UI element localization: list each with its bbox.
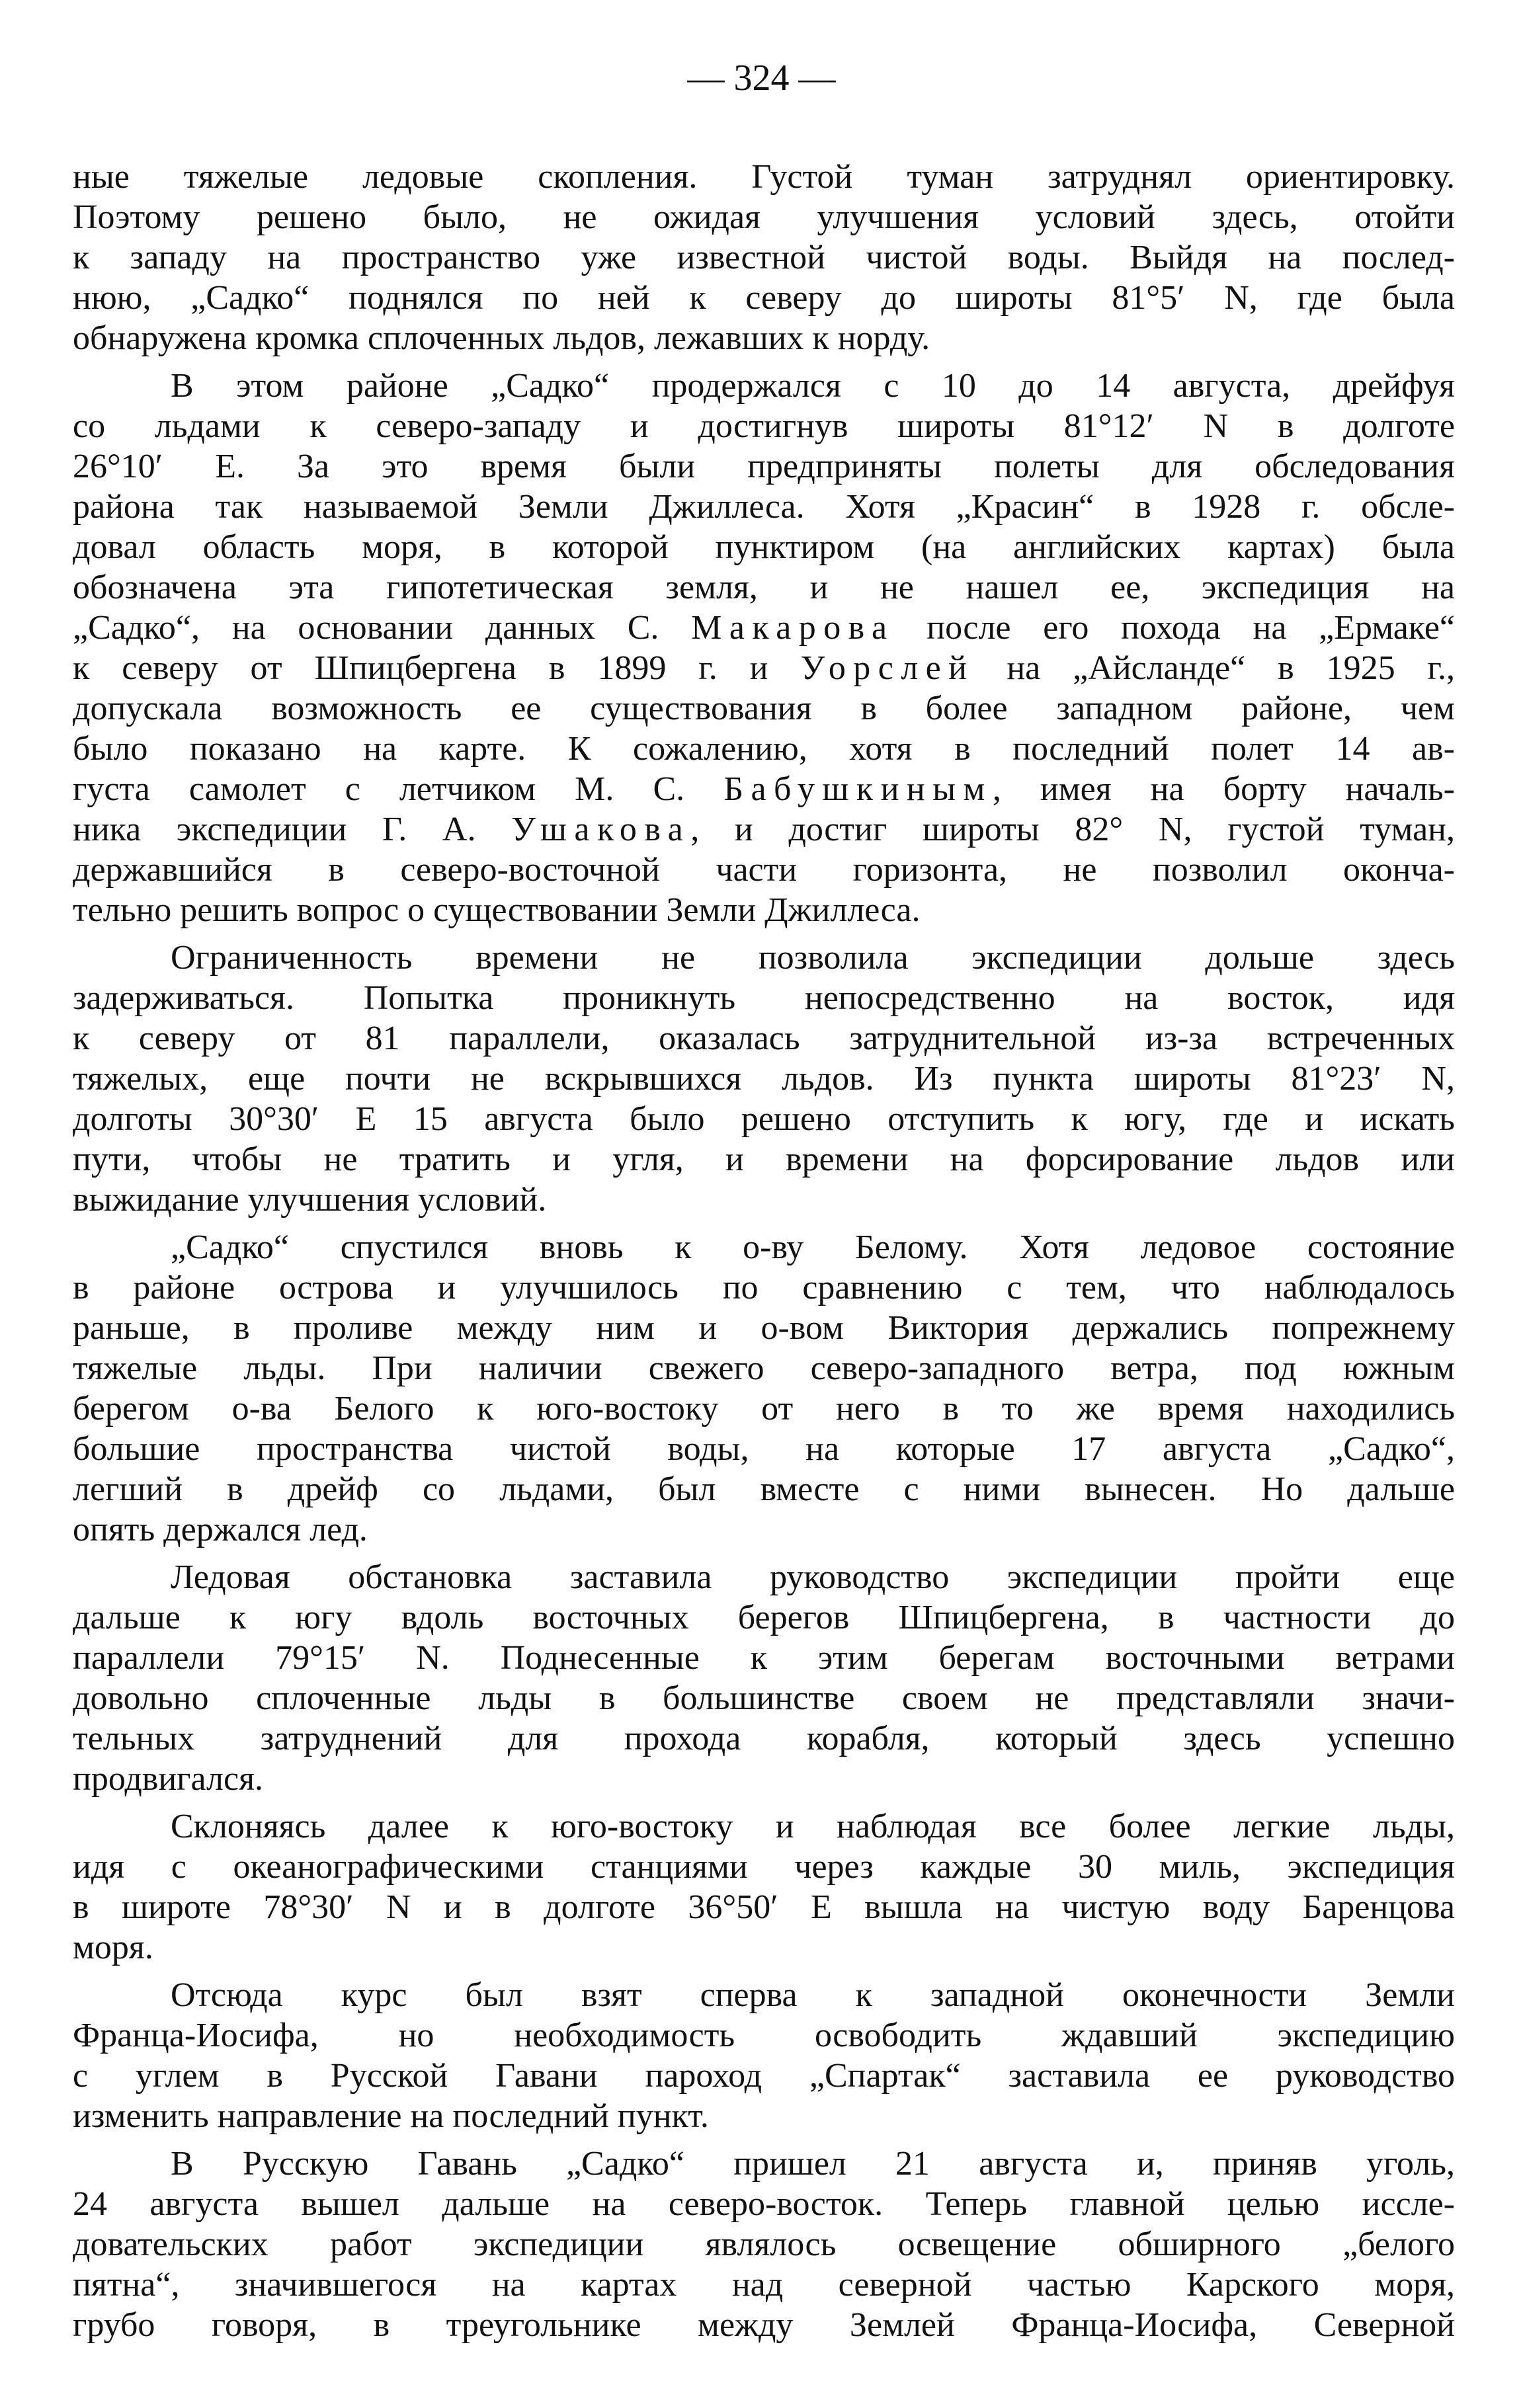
- text-segment: 24 августа вышел дальше на северо-восток. Теперь главной целью иссле-: [73, 2185, 1455, 2223]
- text-line: [73, 978, 1455, 1018]
- text-line: [73, 567, 1455, 608]
- text-line: [73, 729, 1455, 769]
- text-line: [73, 487, 1455, 527]
- text-segment: довольно сплоченные льды в большинстве своем не представляли значи-: [73, 1679, 1455, 1717]
- text-line: [73, 1099, 1455, 1139]
- text-segment: параллели 79°15′ N. Поднесенные к этим берегам восточными ветрами: [73, 1639, 1455, 1677]
- text-line: [73, 406, 1455, 446]
- text-segment: со льдами к северо-западу и достигнув широты 81°12′ N в долготе: [73, 407, 1455, 445]
- text-segment: „Садко“, на основании данных С.: [73, 609, 692, 647]
- text-line: [73, 1806, 1455, 1847]
- text-line: [73, 1180, 1455, 1220]
- text-line: [73, 1718, 1455, 1759]
- text-line: [73, 2184, 1455, 2224]
- paragraph: [73, 366, 1455, 930]
- paragraph: [73, 938, 1455, 1220]
- paragraph: [73, 157, 1455, 358]
- text-segment: , имея на борту началь-: [992, 770, 1456, 808]
- text-line: [73, 1847, 1455, 1887]
- text-segment: тяжелых, еще почти не вскрывшихся льдов. Из пункта широты 81°23′ N,: [73, 1060, 1455, 1098]
- text-segment: изменить направление на последний пункт.: [73, 2097, 709, 2135]
- text-segment: района так называемой Земли Джиллеса. Хотя „Красин“ в 1928 г. обсле-: [73, 488, 1455, 526]
- paragraph: [73, 1557, 1455, 1799]
- text-segment: ные тяжелые ледовые скопления. Густой туман затруднял ориентировку.: [73, 158, 1455, 196]
- text-segment: обнаружена кромка сплоченных льдов, лежавших к норду.: [73, 319, 930, 357]
- text-segment: густа самолет с летчиком М. С.: [73, 770, 724, 808]
- text-line: [73, 2015, 1455, 2056]
- text-line: [73, 2265, 1455, 2305]
- text-line: [73, 608, 1455, 648]
- text-line: [73, 1975, 1455, 2015]
- text-segment: моря.: [73, 1929, 153, 1966]
- spaced-name: Макарова: [691, 609, 895, 647]
- text-line: [73, 809, 1455, 850]
- text-segment: в широте 78°30′ N и в долготе 36°50′ E вышла на чистую воду Баренцова: [73, 1888, 1455, 1926]
- text-segment: пути, чтобы не тратить и угля, и времени на форсирование льдов или: [73, 1141, 1455, 1178]
- text-line: [73, 1678, 1455, 1718]
- text-line: [73, 237, 1455, 278]
- text-segment: опять держался лед.: [73, 1511, 368, 1548]
- paragraph: [73, 1975, 1455, 2136]
- text-segment: берегом о-ва Белого к юго-востоку от него в то же время находились: [73, 1390, 1455, 1427]
- text-segment: дальше к югу вдоль восточных берегов Шпицбергена, в частности до: [73, 1599, 1455, 1636]
- text-line: [73, 1018, 1455, 1059]
- text-line: [73, 648, 1455, 688]
- text-segment: к северу от 81 параллели, оказалась затруднительной из-за встреченных: [73, 1020, 1455, 1057]
- text-segment: на „Айсланде“ в 1925 г.,: [974, 649, 1455, 687]
- text-line: [73, 318, 1455, 358]
- text-segment: В этом районе „Садко“ продержался с 10 до 14 августа, дрейфуя: [171, 367, 1455, 405]
- text-line: [73, 278, 1455, 318]
- text-segment: долготы 30°30′ E 15 августа было решено отступить к югу, где и искать: [73, 1100, 1455, 1138]
- text-segment: в районе острова и улучшилось по сравнению с тем, что наблюдалось: [73, 1269, 1455, 1306]
- text-segment: Отсюда курс был взят сперва к западной оконечности Земли: [171, 1976, 1455, 2014]
- text-line: [73, 1059, 1455, 1099]
- text-line: [73, 850, 1455, 890]
- text-segment: допускала возможность ее существования в более западном районе, чем: [73, 690, 1455, 727]
- text-line: [73, 1139, 1455, 1180]
- text-line: [73, 1469, 1455, 1509]
- text-segment: Поэтому решено было, не ожидая улучшения условий здесь, отойти: [73, 198, 1455, 236]
- text-line: [73, 2096, 1455, 2136]
- spaced-name: Ушакова: [511, 811, 691, 848]
- text-segment: выжидание улучшения условий.: [73, 1181, 547, 1219]
- text-segment: державшийся в северо-восточной части горизонта, не позволил оконча-: [73, 851, 1455, 889]
- text-segment: раньше, в проливе между ним и о-вом Виктория держались попрежнему: [73, 1309, 1455, 1347]
- text-line: [73, 1638, 1455, 1678]
- text-segment: легший в дрейф со льдами, был вместе с ними вынесен. Но дальше: [73, 1470, 1455, 1508]
- text-line: [73, 1759, 1455, 1799]
- text-segment: тельно решить вопрос о существовании Земли Джиллеса.: [73, 891, 921, 929]
- text-segment: тяжелые льды. При наличии свежего северо-западного ветра, под южным: [73, 1349, 1455, 1387]
- text-line: [73, 1429, 1455, 1469]
- text-line: [73, 2144, 1455, 2184]
- text-line: [73, 2224, 1455, 2265]
- text-segment: с углем в Русской Гавани пароход „Спартак“ заставила ее руководство: [73, 2057, 1455, 2095]
- text-line: [73, 1597, 1455, 1638]
- text-line: [73, 1509, 1455, 1550]
- page-number: — 324 —: [687, 58, 836, 99]
- text-segment: нюю, „Садко“ поднялся по ней к северу до широты 81°5′ N, где была: [73, 279, 1455, 317]
- text-line: [73, 890, 1455, 930]
- text-line: [73, 1267, 1455, 1308]
- text-segment: пятна“, значившегося на картах над северной частью Карского моря,: [73, 2266, 1455, 2304]
- text-segment: ника экспедиции Г. А.: [73, 811, 512, 848]
- text-segment: к западу на пространство уже известной чистой воды. Выйдя на послед-: [73, 239, 1455, 276]
- text-segment: после его похода на „Ермаке“: [894, 609, 1455, 647]
- text-line: [73, 1388, 1455, 1429]
- text-segment: довал область моря, в которой пунктиром (на английских картах) была: [73, 528, 1455, 566]
- text-segment: Склоняясь далее к юго-востоку и наблюдая все более легкие льды,: [171, 1808, 1455, 1845]
- body-text: [73, 157, 1455, 2345]
- text-segment: довательских работ экспедиции являлось освещение обширного „белого: [73, 2226, 1455, 2263]
- paragraph: [73, 2144, 1455, 2345]
- text-line: [73, 2305, 1455, 2345]
- text-line: [73, 2056, 1455, 2096]
- text-line: [73, 769, 1455, 809]
- text-segment: грубо говоря, в треугольнике между Землей Франца-Иосифа, Северной: [73, 2306, 1455, 2344]
- text-line: [73, 366, 1455, 406]
- text-line: [73, 446, 1455, 487]
- text-line: [73, 688, 1455, 729]
- text-line: [73, 938, 1455, 978]
- text-segment: идя с океанографическими станциями через каждые 30 миль, экспедиция: [73, 1848, 1455, 1886]
- text-segment: было показано на карте. К сожалению, хотя в последний полет 14 ав-: [73, 730, 1455, 768]
- text-segment: тельных затруднений для прохода корабля, который здесь успешно: [73, 1720, 1455, 1757]
- paragraph: [73, 1806, 1455, 1968]
- text-segment: , и достиг широты 82° N, густой туман,: [690, 811, 1455, 848]
- spaced-name: Уорслей: [800, 649, 975, 687]
- text-segment: обозначена эта гипотетическая земля, и не нашел ее, экспедиция на: [73, 569, 1455, 606]
- text-line: [73, 157, 1455, 197]
- text-line: [73, 1227, 1455, 1267]
- text-segment: большие пространства чистой воды, на которые 17 августа „Садко“,: [73, 1430, 1455, 1468]
- text-segment: к северу от Шпицбергена в 1899 г. и: [73, 649, 801, 687]
- text-segment: Ледовая обстановка заставила руководство экспедиции пройти еще: [171, 1558, 1455, 1596]
- text-segment: Франца-Иосифа, но необходимость освободить ждавший экспедицию: [73, 2017, 1455, 2054]
- text-segment: продвигался.: [73, 1760, 263, 1798]
- text-segment: задерживаться. Попытка проникнуть непосредственно на восток, идя: [73, 979, 1455, 1017]
- text-segment: В Русскую Гавань „Садко“ пришел 21 августа и, приняв уголь,: [171, 2145, 1455, 2183]
- text-line: [73, 1348, 1455, 1388]
- text-line: [73, 1927, 1455, 1968]
- text-line: [73, 527, 1455, 567]
- paragraph: [73, 1227, 1455, 1550]
- spaced-name: Бабушкиным: [723, 770, 993, 808]
- text-line: [73, 1887, 1455, 1927]
- text-segment: Ограниченность времени не позволила экспедиции дольше здесь: [171, 939, 1455, 977]
- text-line: [73, 1308, 1455, 1348]
- text-segment: 26°10′ E. За это время были предприняты полеты для обследования: [73, 448, 1455, 485]
- text-line: [73, 197, 1455, 237]
- text-segment: „Садко“ спустился вновь к о-ву Белому. Хотя ледовое состояние: [171, 1228, 1455, 1266]
- text-line: [73, 1557, 1455, 1597]
